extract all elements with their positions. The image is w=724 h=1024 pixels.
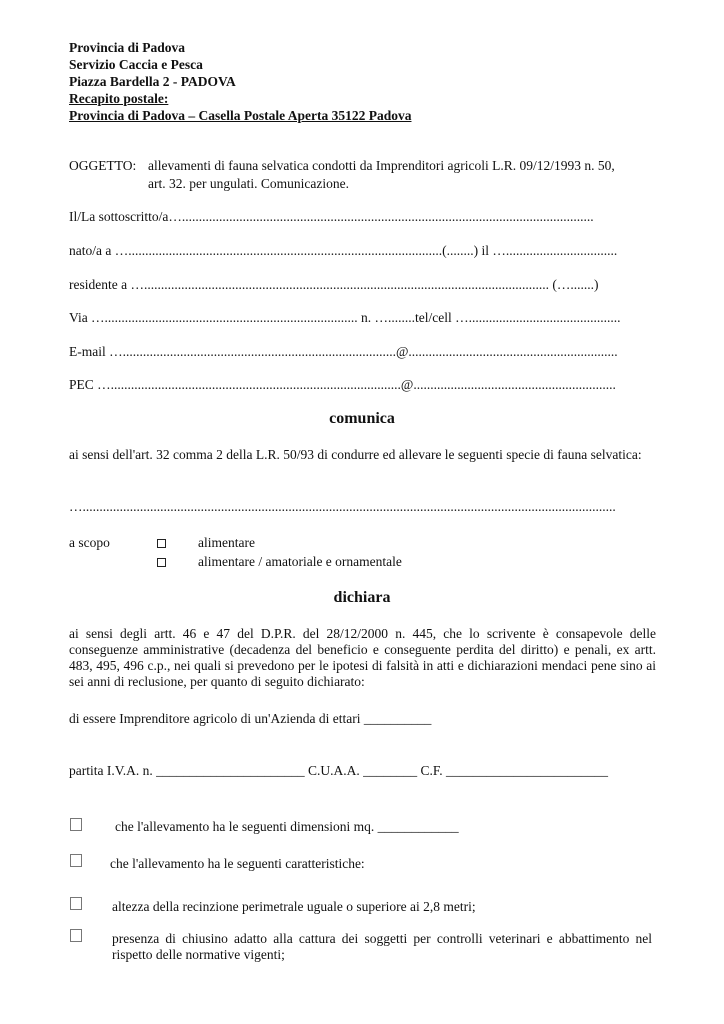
fence-height-label: altezza della recinzione perimetrale uguale o superiore ai 2,8 metri; bbox=[112, 899, 476, 914]
purpose-ornamental-checkbox[interactable] bbox=[157, 558, 166, 567]
residence-field[interactable]: residente a …........................................................................................................................ (….......) bbox=[69, 277, 599, 292]
street-field[interactable]: Via …........................................................................... n. …........tel/cell …............................................. bbox=[69, 310, 621, 325]
header-province: Provincia di Padova bbox=[69, 40, 186, 55]
subject-line-1: allevamenti di fauna selvatica condotti da Imprenditori agricoli L.R. 09/12/1993 n. 50, bbox=[148, 158, 615, 173]
fence-height-checkbox[interactable] bbox=[70, 897, 82, 910]
communicates-heading: comunica bbox=[329, 410, 395, 427]
species-field[interactable]: ….............................................................................................................................................................. bbox=[69, 499, 616, 514]
tax-ids-field[interactable]: partita I.V.A. n. ______________________ C.U.A.A. ________ C.F. ________________________ bbox=[69, 763, 609, 778]
email-field[interactable]: E-mail ….................................................................................@.............................................................. bbox=[69, 344, 618, 359]
subject-label: OGGETTO: bbox=[69, 158, 137, 173]
communicates-text: ai sensi dell'art. 32 comma 2 della L.R. 50/93 di condurre ed allevare le seguenti specie di fauna selvatica: bbox=[69, 447, 642, 462]
characteristics-label: che l'allevamento ha le seguenti caratteristiche: bbox=[110, 856, 365, 871]
pec-field[interactable]: PEC …......................................................................................@............................................................ bbox=[69, 377, 616, 392]
subject-line-2: art. 32. per ungulati. Comunicazione. bbox=[148, 176, 349, 191]
header-postal-label: Recapito postale: bbox=[69, 91, 169, 106]
trap-label: presenza di chiusino adatto alla cattura dei soggetti per controlli veterinari e abbattimento nel rispetto delle normative vigenti; bbox=[112, 931, 652, 962]
declares-heading: dichiara bbox=[333, 589, 391, 606]
signer-field[interactable]: Il/La sottoscritto/a….......................................................................................................................... bbox=[69, 209, 594, 224]
birth-field[interactable]: nato/a a ….............................................................................................(........) il …................................. bbox=[69, 243, 618, 258]
trap-checkbox[interactable] bbox=[70, 929, 82, 942]
purpose-food-checkbox[interactable] bbox=[157, 539, 166, 548]
characteristics-checkbox[interactable] bbox=[70, 854, 82, 867]
dimensions-checkbox[interactable] bbox=[70, 818, 82, 831]
dimensions-label: che l'allevamento ha le seguenti dimensioni mq. ____________ bbox=[115, 819, 459, 834]
declares-text: ai sensi degli artt. 46 e 47 del D.P.R. del 28/12/2000 n. 445, che lo scrivente è consapevole delle conseguenze amministrative (decadenza del beneficio e conseguente perdita del diritto) e penali, ex artt. 483, 495, 496 c.p., nei quali si prevedono per le ipotesi di falsità in atti e dichiarazioni mendaci pene sino ai sei anni di reclusione, per quanto di seguito dichiarato: bbox=[69, 626, 656, 689]
header-address: Piazza Bardella 2 - PADOVA bbox=[69, 74, 236, 89]
purpose-ornamental-label: alimentare / amatoriale e ornamentale bbox=[198, 554, 402, 569]
purpose-label: a scopo bbox=[69, 535, 110, 550]
header-service: Servizio Caccia e Pesca bbox=[69, 57, 203, 72]
header-postal-address: Provincia di Padova – Casella Postale Aperta 35122 Padova bbox=[69, 108, 412, 123]
purpose-food-label: alimentare bbox=[198, 535, 255, 550]
farmer-hectares-field[interactable]: di essere Imprenditore agricolo di un'Azienda di ettari __________ bbox=[69, 711, 432, 726]
